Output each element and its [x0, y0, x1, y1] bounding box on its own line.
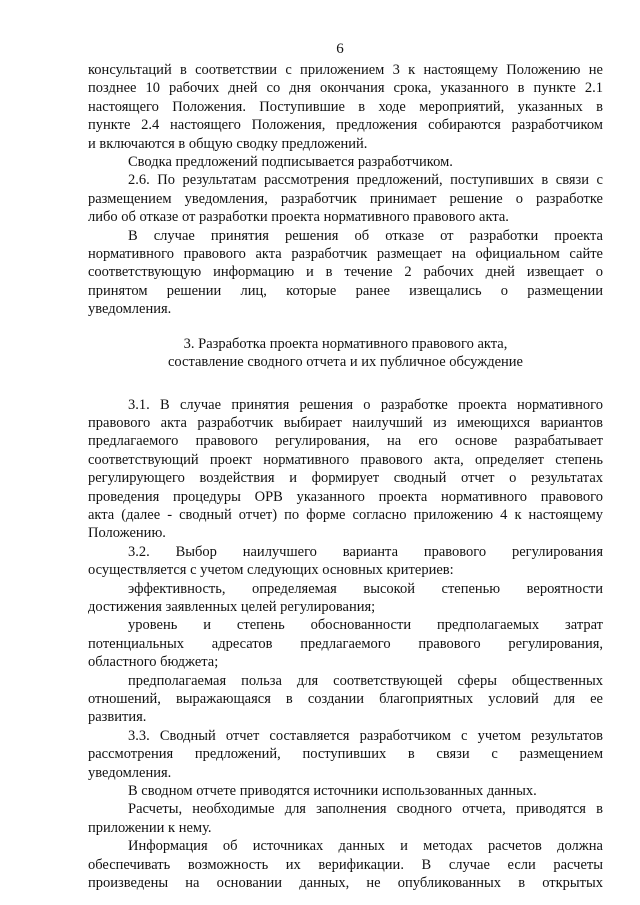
text-line: принятом решении лиц, которые ранее извещались о размещении: [88, 282, 603, 299]
text-line: уведомления.: [88, 301, 172, 318]
text-line: консультаций в соответствии с приложением 3 к настоящему Положению не: [88, 62, 603, 78]
text-line: предлагаемого правового регулирования, на его основе разрабатывает: [88, 433, 603, 450]
section-heading-line-2: составление сводного отчета и их публичное обсуждение: [167, 354, 523, 371]
bottom-paragraphs: [88, 396, 603, 893]
text-line: настоящего Положения. Поступившие в ходе мероприятий, указанных в: [88, 98, 603, 115]
text-line: произведены на основании данных, не опубликованных в открытых: [88, 875, 603, 892]
text-line: позднее 10 рабочих дней со дня окончания срока, указанного в пункте 2.1: [88, 80, 603, 97]
text-line: эффективность, определяемая высокой степенью вероятности: [128, 580, 603, 597]
text-line: Расчеты, необходимые для заполнения сводного отчета, приводятся в: [128, 801, 603, 818]
text-line: правового акта разработчик выбирает наилучший из имеющихся вариантов: [88, 414, 603, 431]
text-line: проведения процедуры ОРВ указанного проекта нормативного правового: [88, 488, 603, 505]
text-line: регулирующего воздействия и формирует сводный отчет о результатах: [88, 470, 603, 487]
text-line: либо об отказе от разработки проекта нормативного правового акта.: [88, 209, 509, 226]
text-line: акта (далее - сводный отчет) по форме согласно приложению 4 к настоящему: [88, 506, 603, 523]
text-line: 3.1. В случае принятия решения о разработке проекта нормативного: [128, 396, 603, 413]
text-line: потенциальных адресатов предлагаемого правового регулирования,: [88, 635, 603, 652]
text-line: соответствующий проект нормативного правового акта, определяет степень: [88, 451, 603, 468]
text-line: соответствующую информацию и в течение 2 рабочих дней извещает о: [88, 264, 603, 281]
text-line: В случае принятия решения об отказе от разработки проекта: [128, 227, 603, 244]
text-line: Информация об источниках данных и методах расчетов должна: [128, 838, 603, 855]
text-line: отношений, выражающаяся в создании благоприятных условий для ее: [88, 691, 603, 707]
text-line: нормативного правового акта разработчик размещает на официальном сайте: [88, 246, 603, 263]
section-heading-line-1: 3. Разработка проекта нормативного правового акта,: [183, 335, 508, 352]
text-line: уровень и степень обоснованности предполагаемых затрат: [128, 617, 603, 634]
page-number: 6: [336, 41, 344, 57]
text-line: и включаются в общую сводку предложений.: [88, 135, 368, 152]
text-line: уведомления.: [88, 764, 172, 781]
text-line: развития.: [88, 709, 147, 726]
text-line: осуществляется с учетом следующих основных критериев:: [88, 562, 454, 579]
text-line: Положению.: [88, 525, 166, 542]
text-line: предполагаемая польза для соответствующей сферы общественных: [128, 672, 603, 689]
text-line: достижения заявленных целей регулирования;: [88, 598, 376, 615]
text-line: В сводном отчете приводятся источники использованных данных.: [128, 783, 537, 800]
section-heading: [88, 335, 603, 372]
text-line: обеспечивать возможность их верификации. В случае если расчеты: [88, 856, 603, 873]
text-line: рассмотрения предложений, поступивших в связи с размещением: [88, 746, 603, 763]
text-line: размещением уведомления, разработчик принимает решение о разработке: [88, 190, 603, 207]
text-line: 3.3. Сводный отчет составляется разработчиком с учетом результатов: [128, 727, 603, 744]
document-body: [88, 61, 603, 892]
text-line: пункте 2.4 настоящего Положения, предложения собираются разработчиком: [88, 117, 603, 134]
text-line: 3.2. Выбор наилучшего варианта правового регулирования: [128, 543, 603, 560]
text-line: областного бюджета;: [88, 654, 219, 671]
text-line: 2.6. По результатам рассмотрения предложений, поступивших в связи с: [128, 172, 603, 189]
text-line: Сводка предложений подписывается разработчиком.: [128, 154, 453, 171]
top-paragraphs: [88, 61, 603, 319]
text-line: приложении к нему.: [88, 819, 212, 836]
